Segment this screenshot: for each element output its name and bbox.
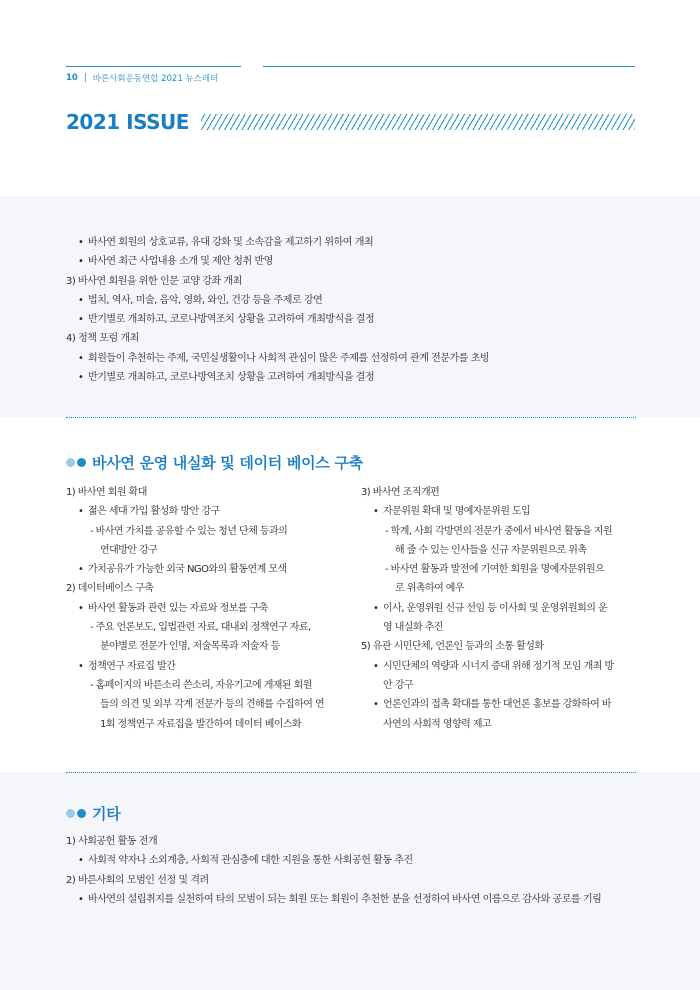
list-item [361, 657, 636, 676]
hatch-decoration [201, 114, 635, 130]
bullet-icon: • [373, 602, 379, 614]
list-item [66, 233, 636, 252]
bullet-icon: • [373, 699, 379, 711]
list-item-text: 3) 바사연 조직개편 [361, 487, 440, 498]
list-item [66, 560, 341, 579]
list-item [66, 637, 341, 656]
bullet-icon: • [78, 602, 84, 614]
list-item-text: 분야별로 전문가 인명, 저술목록과 저술자 등 [100, 641, 280, 653]
bullet-icon: • [78, 352, 84, 364]
section-title-other [66, 803, 120, 824]
list-item [361, 618, 636, 637]
list-item-text: 1회 정책연구 자료집을 발간하여 데이터 베이스화 [100, 718, 302, 730]
list-item [66, 522, 341, 541]
list-item [66, 310, 636, 329]
bullet-icon: • [78, 372, 84, 384]
list-item [66, 291, 636, 310]
list-item-text: 언론인과의 접촉 확대를 통한 대언론 홍보를 강화하여 바 [383, 699, 611, 711]
list-item-text: 시민단체의 역량과 시너지 증대 위해 정기적 모임 개최 방 [383, 660, 614, 672]
running-header [66, 72, 218, 84]
list-item [66, 349, 636, 368]
section-divider-2 [66, 772, 636, 773]
list-item [361, 579, 636, 598]
list-item-text: 반기별로 개최하고, 코로나방역조치 상황을 고려하여 개최방식을 결정 [88, 372, 375, 384]
list-item-text: - 바사연 가치를 공유할 수 있는 청년 단체 등과의 [90, 525, 288, 537]
list-item [66, 502, 341, 521]
list-item [361, 599, 636, 618]
list-item [66, 541, 341, 560]
list-item-text: 바사연 회원의 상호교류, 유대 강화 및 소속감을 제고하기 위하여 개최 [88, 237, 374, 248]
list-item-text: 회원들이 추천하는 주제, 국민실생활이나 사회적 관심이 많은 주제를 선정하여 관계 전문가를 초빙 [88, 352, 490, 364]
page-header-area [0, 0, 700, 196]
list-item-text: 연대방안 강구 [100, 544, 158, 556]
list-item [66, 272, 636, 291]
bullet-icon: • [373, 506, 379, 518]
list-item [361, 560, 636, 579]
bullet-icon: • [78, 256, 84, 268]
list-item [66, 599, 341, 618]
list-item-text: 1) 바사연 회원 확대 [66, 487, 147, 498]
bullet-icon: • [373, 660, 379, 672]
list-item-text: 로 위촉하여 예우 [395, 583, 465, 595]
bullet-icon: • [78, 893, 84, 905]
list-item-text: 4) 정책 포럼 개최 [66, 333, 139, 345]
list-item-text: 바사연 최근 사업내용 소개 및 제안 청취 반영 [88, 256, 273, 268]
header-separator: | [83, 73, 87, 83]
list-item [66, 890, 636, 909]
list-item-text: - 학계, 사회 각방면의 전문가 중에서 바사연 활동을 지원 [385, 525, 613, 537]
section-title-database-text: 바사연 운영 내실화 및 데이터 베이스 구축 [92, 454, 363, 472]
list-item [66, 483, 341, 502]
bullet-icon: • [78, 294, 84, 306]
section-bullet-icon [66, 809, 86, 818]
list-item-text: 3) 바사연 회원을 위한 인문 교양 강좌 개최 [66, 275, 242, 287]
bullet-icon: • [78, 564, 84, 576]
issue-title: 2021 ISSUE [66, 110, 189, 134]
list-item-text: 바사연의 설립취지를 실천하여 타의 모범이 되는 회원 또는 회원이 추천한 분을 선정하여 바사연 이름으로 감사와 공로를 기림 [88, 893, 602, 905]
list-item-text: 자문위원 확대 및 명예자문위원 도입 [383, 506, 531, 518]
list-item [66, 851, 636, 870]
list-item-text: - 바사연 활동과 발전에 기여한 회원을 명예자문위원으 [385, 564, 605, 576]
list-item [361, 715, 636, 734]
list-item [66, 252, 636, 271]
list-item-text: 2) 데이터베이스 구축 [66, 583, 154, 595]
list-item [361, 695, 636, 714]
list-item [361, 637, 636, 656]
list-item-text: 사연의 사회적 영향력 제고 [383, 718, 492, 730]
list-item-text: 반기별로 개최하고, 코로나방역조치 상황을 고려하여 개최방식을 결정 [88, 314, 375, 326]
list-item-text: 해 줄 수 있는 인사들을 신규 자문위원으로 위촉 [395, 544, 587, 556]
list-item [66, 329, 636, 348]
list-item [66, 832, 636, 851]
bullet-icon: • [78, 237, 84, 248]
list-item [66, 871, 636, 890]
section-title-other-text: 기타 [92, 805, 121, 823]
intro-list [66, 233, 636, 387]
list-item [66, 676, 341, 695]
list-item [361, 483, 636, 502]
section-bullet-icon [66, 458, 86, 467]
list-item-text: 들의 의견 및 외부 각계 전문가 등의 견해를 수집하여 연 [100, 699, 325, 711]
list-item-text: 사회적 약자나 소외계층, 사회적 관심층에 대한 지원을 통한 사회공헌 활동 추진 [88, 855, 413, 867]
list-item-text: 법치, 역사, 미술, 음악, 영화, 와인, 건강 등을 주제로 강연 [88, 294, 323, 306]
list-item-text: 1) 사회공헌 활동 전개 [66, 836, 158, 847]
list-item-text: 바사연 활동과 관련 있는 자료와 정보를 구축 [88, 602, 268, 614]
list-item-text: 안 강구 [383, 679, 413, 691]
list-item [361, 522, 636, 541]
list-item-text: 젊은 세대 가입 활성화 방안 강구 [88, 506, 220, 518]
bullet-icon: • [78, 506, 84, 518]
list-item [361, 541, 636, 560]
bullet-icon: • [78, 660, 84, 672]
database-left-column [66, 483, 341, 734]
bullet-icon: • [78, 314, 84, 326]
list-item [361, 676, 636, 695]
list-item-text: 영 내실화 추진 [383, 622, 443, 634]
list-item-text: - 홈페이지의 바른소리 쓴소리, 자유기고에 게재된 회원 [90, 679, 312, 691]
list-item [66, 715, 341, 734]
bullet-icon: • [78, 855, 84, 867]
list-item [66, 368, 636, 387]
list-item-text: 5) 유관 시민단체, 언론인 등과의 소통 활성화 [361, 641, 544, 653]
list-item [361, 502, 636, 521]
list-item-text: - 주요 언론보도, 입법관련 자료, 대내외 정책연구 자료, [90, 622, 311, 634]
header-rule-right [263, 66, 635, 67]
list-item [66, 579, 341, 598]
other-list [66, 832, 636, 909]
list-item [66, 657, 341, 676]
list-item [66, 618, 341, 637]
database-right-column [361, 483, 636, 734]
section-divider-1 [66, 417, 636, 418]
section-title-database [66, 452, 363, 473]
header-rule-left [66, 66, 241, 67]
list-item-text: 이사, 운영위원 신규 선임 등 이사회 및 운영위원회의 운 [383, 602, 608, 614]
page-number: 10 [66, 73, 78, 83]
list-item-text: 가치공유가 가능한 외국 NGO와의 활동연계 모색 [88, 564, 287, 576]
publication-name: 바른사회운동연합 2021 뉴스레터 [92, 74, 219, 84]
list-item [66, 695, 341, 714]
list-item-text: 2) 바른사회의 모범인 선정 및 격려 [66, 874, 209, 886]
list-item-text: 정책연구 자료집 발간 [88, 660, 176, 672]
